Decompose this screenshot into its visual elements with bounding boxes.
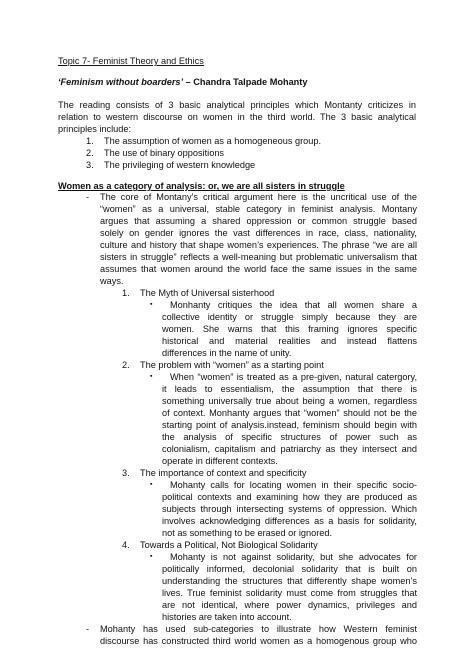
principle-number: 2. <box>86 148 94 158</box>
subsection-body-line: operate in different contexts. <box>162 456 278 466</box>
bullet-marker: ▪ <box>150 301 153 308</box>
principle-item: The assumption of women as a homogeneous group. <box>104 136 322 146</box>
section-intro-line: The core of Montany’s critical argument here is the uncritical use of the <box>100 192 417 202</box>
subsection-heading: Towards a Political, Not Biological Solidarity <box>140 540 318 550</box>
principle-number: 3. <box>86 160 94 170</box>
article-title: ‘Feminism without boarders’ <box>58 77 184 87</box>
subsection-body-line: subjects through intersecting systems of oppression. Which <box>162 504 417 514</box>
article-heading <box>58 76 307 88</box>
subsection-body-line: are not identical, where power dynamics, privileges and <box>162 600 417 610</box>
subsection-body-line: political contexts and examining how they are produced as <box>162 492 417 502</box>
subsection-body-line: understanding the structures that differently shape women’s <box>162 576 417 586</box>
document-title: Topic 7- Feminist Theory and Ethics <box>58 56 204 66</box>
intro-line: relation to western discourse on women in the third world. The 3 basic analytical <box>58 112 416 122</box>
article-author: – Chandra Talpade Mohanty <box>183 77 308 87</box>
subsection-body-line: it leads to essentialism, the assumption that there is <box>162 384 417 394</box>
subsection-number: 4. <box>122 540 130 550</box>
section-heading: Women as a category of analysis: or, we are all sisters in struggle <box>58 181 345 191</box>
subsection-body-line: politically informed, decolonial solidarity that is built on <box>162 564 417 574</box>
subsection-body-line: colonialism, capitalism and patriarchy as they intersect and <box>162 444 417 454</box>
subsection-heading: The importance of context and specificity <box>140 468 307 478</box>
section-intro-line: assumes that women around the world face the same issues in the same <box>100 264 417 274</box>
section-intro-line: “women” as a universal, stable category in feminist analysis. Montany <box>100 204 417 214</box>
intro-line: The reading consists of 3 basic analytical principles which Montanty criticizes in <box>58 100 416 110</box>
subsection-body-line: Mohanty is not against solidarity, but she advocates for <box>170 552 417 562</box>
subsection-body-line: the analysis of specific structures of power such as <box>162 432 417 442</box>
subsection-body-line: involves acknowledging differences as a basis for solidarity, <box>162 516 417 526</box>
dash-marker: - <box>86 192 90 202</box>
section-intro-line: ways. <box>100 276 124 286</box>
subsection-body-line: differences in the name of unity. <box>162 348 292 358</box>
dash-marker: - <box>86 624 90 634</box>
subsection-body-line: of context. Monhanty argues that “women” should not be the <box>162 408 417 418</box>
bullet-marker: ▪ <box>150 373 153 380</box>
subsection-body-line: not as something to be erased or ignored. <box>162 528 333 538</box>
subsection-number: 2. <box>122 360 130 370</box>
section-intro-line: argues that assuming a shared oppression or common struggle based <box>100 216 417 226</box>
principle-number: 1. <box>86 136 94 146</box>
subsection-heading: The problem with “women” as a starting point <box>140 360 324 370</box>
closing-line: Mohanty has used sub-categories to illustrate how Western feminist <box>100 624 417 634</box>
subsection-body-line: Mohanty calls for locating women in their specific socio- <box>170 480 417 490</box>
bullet-marker: ▪ <box>150 481 153 488</box>
subsection-body-line: When “women” is treated as a pre-given, natural catergory, <box>170 372 417 382</box>
subsection-body-line: Monhanty critiques the idea that all women share a <box>170 300 417 310</box>
principle-item: The use of binary oppositions <box>104 148 225 158</box>
subsection-body-line: collective identity or struggle simply because they are <box>162 312 417 322</box>
closing-line: discourse has constructed third world women as a homogenous group who <box>100 636 417 646</box>
intro-line: principles include: <box>58 124 132 134</box>
principle-item: The privileging of western knowledge <box>104 160 256 170</box>
subsection-body-line: women. She warns that this framing ignores specific <box>162 324 417 334</box>
subsection-body-line: histories are taken into account. <box>162 612 292 622</box>
section-intro-line: sisters in struggle” reflects a well-meaning but problematic universalism that <box>100 252 417 262</box>
subsection-body-line: historical and material realities and instead flattens <box>162 336 417 346</box>
subsection-number: 1. <box>122 288 130 298</box>
subsection-heading: The Myth of Universal sisterhood <box>140 288 275 298</box>
bullet-marker: ▪ <box>150 553 153 560</box>
subsection-number: 3. <box>122 468 130 478</box>
subsection-body-line: something universally true about being a women, regardless <box>162 396 417 406</box>
section-intro-line: solely on gender ignores the vast differences in race, class, nationality, <box>100 228 417 238</box>
subsection-body-line: lives. True feminist solidarity must come from struggles that <box>162 588 417 598</box>
subsection-body-line: starting point of analysis.instead, feminism should begin with <box>162 420 417 430</box>
section-intro-line: culture and history that shape women’s experiences. The phrase “we are all <box>100 240 417 250</box>
